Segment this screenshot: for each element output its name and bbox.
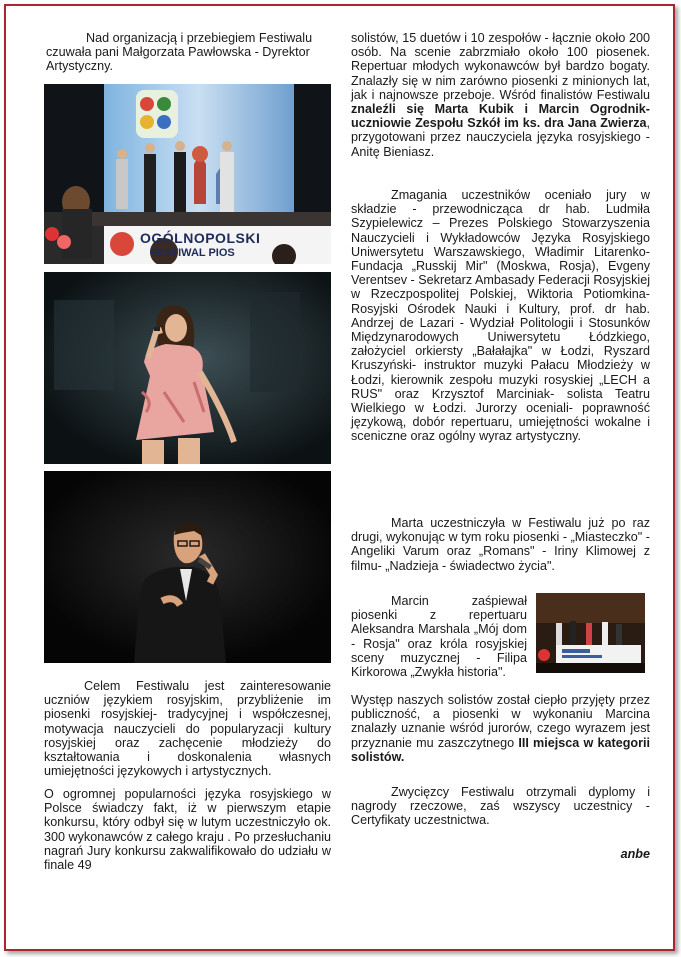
marcin-paragraph: Marcin zaśpiewał piosenki z repertuaru Aleksandra Marshala „Mój dom - Rosja" oraz króla rosyjskiej sceny muzycznej - Filipa Kirkorowa „Zwykła historia". (351, 594, 527, 680)
intro-paragraph: Nad organizacją i przebiegiem Festiwalu czuwała pani Małgorzata Pawłowska - Dyrektor Artystyczny. (46, 31, 313, 74)
winners-paragraph: Zwycięzcy Festiwalu otrzymali dyplomy i nagrody rzeczowe, zaś wszyscy uczestnicy - Certyfikaty uczestnictwa. (351, 785, 650, 828)
festival-stage-photo (44, 84, 331, 264)
finalists-teacher: , przygotowani przez nauczyciela języka rosyjskiego - Anitę Bieniasz. (351, 116, 650, 159)
marcin-award: III miejsca w kategorii solistów. (351, 735, 650, 764)
author-signature: anbe (620, 847, 650, 861)
finalists-text: solistów, 15 duetów i 10 zespołów - łącznie około 200 osób. Na scenie zabrzmiało około 100 piosenek. Repertuar młodych wykonawców był bardzo bogaty. Znalazły się w nim zarówno piosenki z minionych lat, jak i najnowsze przeboje. Wśród finalistów Festiwalu (351, 31, 650, 102)
popularity-paragraph: O ogromnej popularności języka rosyjskiego w Polsce świadczy fakt, iż w pierwszym etapie konkursu, który odbył się w lutym uczestniczyło ok. 300 wykonawców z całego kraju . Po przesłuchaniu nagrań Jury konkursu zakwalifikowało do udziału w finale 49 (44, 787, 332, 873)
male-singer-photo (44, 471, 331, 663)
marta-paragraph: Marta uczestniczyła w Festiwalu już po raz drugi, wykonując w tym roku piosenki - „Miasteczko" - Angeliki Varum oraz „Romans" - Iriny Klimowej z filmu- „Nadzieja - świadectwo życia". (351, 516, 650, 573)
banner-text-line2: FESTIWAL PIOS (150, 247, 235, 259)
award-ceremony-photo (536, 593, 645, 673)
finalists-names: znaleźli się Marta Kubik i Marcin Ogrodnik-uczniowie Zespołu Szkół im ks. dra Jana Zwierza (351, 102, 650, 131)
marcin-result-text: Występ naszych solistów został ciepło przyjęty przez publiczność, a piosenki w wykonaniu Marcina znalazły uznanie wśród jurorów, czego wyrazem jest przyznanie mu zaszczytnego (351, 693, 650, 750)
finalists-paragraph (351, 31, 650, 159)
festival-goal-paragraph: Celem Festiwalu jest zainteresowanie uczniów językiem rosyjskim, przybliżenie im piosenki rosyjskiej- tradycyjnej i współczesnej, motywacja nauczycieli do popularyzacji kultury rosyjskiej oraz zachęcenie młodzieży do kształtowania i doskonalenia własnych umiejętności językowych i artystycznych. (44, 679, 331, 779)
banner-text-line1: OGÓLNOPOLSKI (140, 230, 261, 246)
female-singer-photo (44, 272, 331, 464)
marcin-result-paragraph (351, 693, 650, 764)
jury-paragraph: Zmagania uczestników oceniało jury w składzie - przewodnicząca dr hab. Ludmiła Szypielewicz – Prezes Polskiego Stowarzyszenia Nauczycieli i Wykładowców Języka Rosyjskiego Uniwersytetu Warszawskiego, Władimir Litarenko- Fundacja „Russkij Mir" (Moskwa, Rosja), Evgeny Verentsev - Sekretarz Ambasady Federacji Rosyjskiej w Rzeczpospolitej Polskiej, Wiktoria Potiomkina-Rosyjski Ośrodek Nauki i Kultury, prof. dr hab. Andrzej de Lazari - Wydział Politologii i Stosunków Międzynarodowych Uniwersytetu Łódzkiego, założyciel orkiersty „Bałałajka" w Łodzi, Ryszard Kruszyński- instruktor muzyki Pałacu Młodzieży w Łodzi, kierownik zespołu muzyki rosyskiej „LECH a RUS" oraz Krzysztof Marciniak- solista Teatru Wielkiego w Łodzi. Jurorzy oceniali- poprawność językową, dobór repertuaru, umiejętności wokalne i sceniczne oraz ogólny wyraz artystyczny. (351, 188, 650, 444)
